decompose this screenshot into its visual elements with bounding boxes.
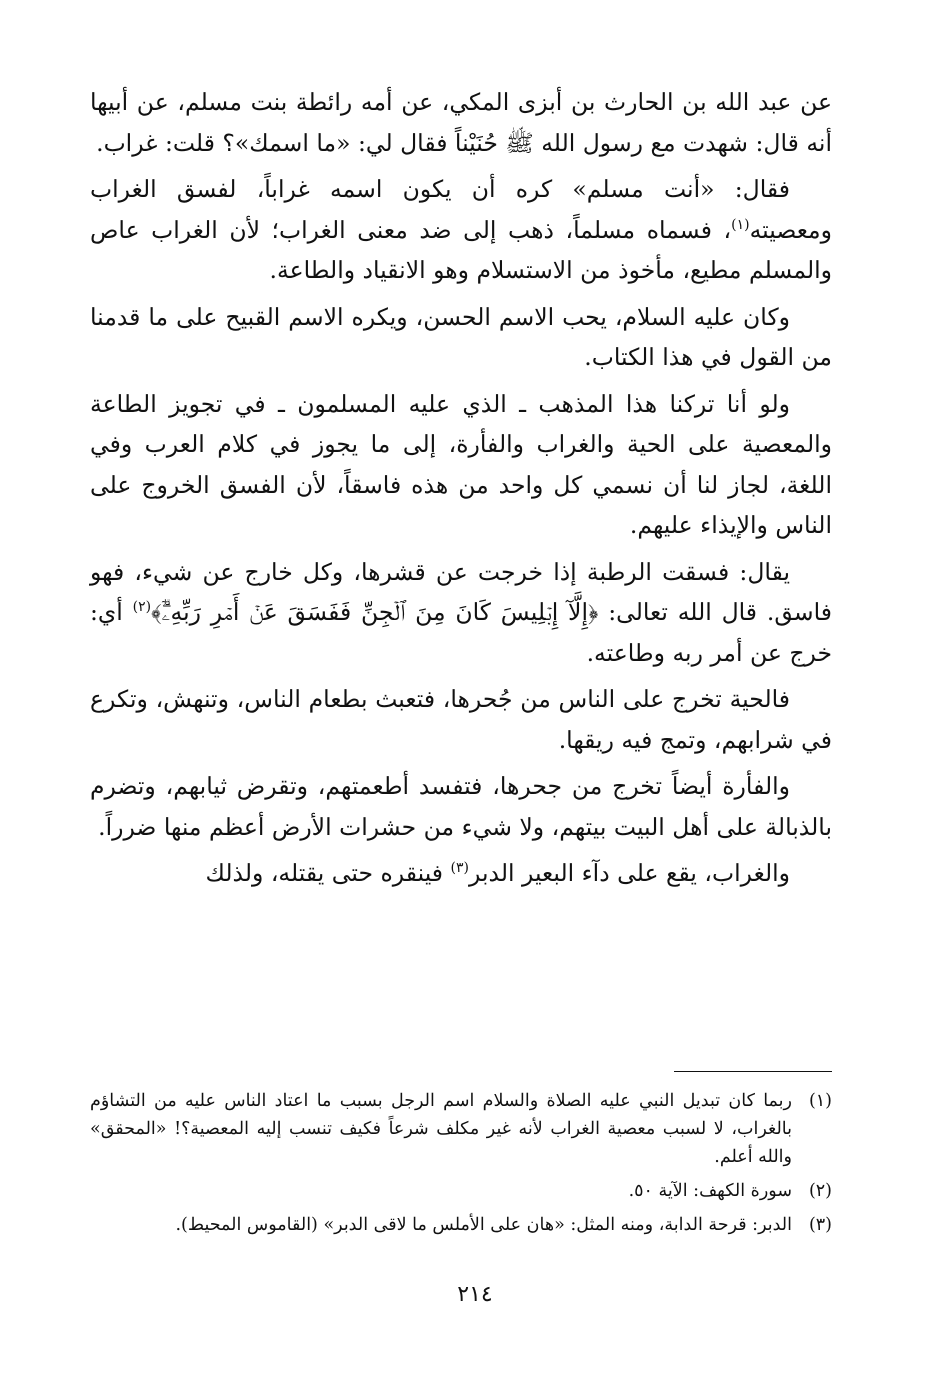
page-number: ٢١٤	[457, 1282, 493, 1307]
paragraph-6: فالحية تخرج على الناس من جُحرها، فتعبث بطعام الناس، وتنهش، وتكرع في شرابهم، وتمج فيه ريقها.	[90, 685, 832, 754]
footnote-2	[90, 1177, 832, 1205]
paragraph-7: والفأرة أيضاً تخرج من جحرها، فتفسد أطعمتهم، وتقرض ثيابهم، وتضرم بالذبالة على أهل البيت بيتهم، ولا شيء من حشرات الأرض أعظم منها ضرراً.	[90, 772, 832, 841]
footnote-1	[90, 1087, 832, 1171]
footnote-number: (١)	[808, 1091, 832, 1111]
footnote-text: الدبر: قرحة الدابة، ومنه المثل: «هان على الأملس ما لاقى الدبر» (القاموس المحيط).	[175, 1215, 792, 1235]
footnote-ref-3: (٣)	[450, 860, 469, 877]
footnote-text: سورة الكهف: الآية ٥٠.	[628, 1181, 792, 1201]
footnote-divider	[674, 1071, 832, 1072]
paragraph-5: يقال: فسقت الرطبة إذا خرجت عن قشرها، وكل خارج عن شيء، فهو فاسق. قال الله تعالى: ﴿إِلَّآ إِبۡلِيسَ كَانَ مِنَ ٱلۡجِنِّ فَفَسَقَ عَنۡ أَمۡرِ رَبِّهِۦٓۗ﴾$^{(٢)}$ أي: خرج عن أمر ربه وطاعته.	[90, 557, 833, 667]
footnote-text: ربما كان تبديل النبي عليه الصلاة والسلام اسم الرجل بسبب ما اعتاد الناس عليه من التشاؤم بالغراب، لا لسبب معصية الغراب لأنه غير مكلف شرعاً فكيف تنسب إليه المعصية؟! «المحقق» والله أعلم.	[90, 1091, 792, 1167]
paragraph-8: والغراب، يقع على دآء البعير الدبر$^{(٣)}$ فينقره حتى يقتله، ولذلك	[205, 859, 790, 887]
paragraph-1: عن عبد الله بن الحارث بن أبزى المكي، عن أمه رائطة بنت مسلم، عن أبيها أنه قال: شهدت مع رسول الله ﷺ حُنَيْناً فقال لي: «ما اسمك»؟ قلت: غراب.	[90, 88, 832, 157]
paragraph-2: فقال: «أنت مسلم» كره أن يكون اسمه غراباً، لفسق الغراب ومعصيته$^{(١)}$، فسماه مسلماً، ذهب إلى ضد معنى الغراب؛ لأن الغراب عاص والمسلم مطيع، مأخوذ من الاستسلام وهو الانقياد والطاعة.	[90, 175, 832, 284]
footnote-ref-2: (٢)	[132, 599, 152, 616]
main-text	[90, 82, 832, 900]
footnote-number: (٣)	[808, 1215, 832, 1235]
footnote-ref-1: (١)	[731, 216, 750, 233]
footnote-3	[90, 1211, 832, 1239]
footnotes	[90, 1087, 832, 1245]
paragraph-3: وكان عليه السلام، يحب الاسم الحسن، ويكره الاسم القبيح على ما قدمنا من القول في هذا الكتاب.	[90, 302, 832, 371]
paragraph-4: ولو أنا تركنا هذا المذهب ـ الذي عليه المسلمون ـ في تجويز الطاعة والمعصية على الحية والغراب والفأرة، إلى ما يجوز في كلام العرب وفي اللغة، لجاز لنا أن نسمي كل واحد من هذه فاسقاً، لأن الفسق الخروج على الناس والإيذاء عليهم.	[90, 389, 832, 539]
footnote-number: (٢)	[808, 1181, 832, 1201]
